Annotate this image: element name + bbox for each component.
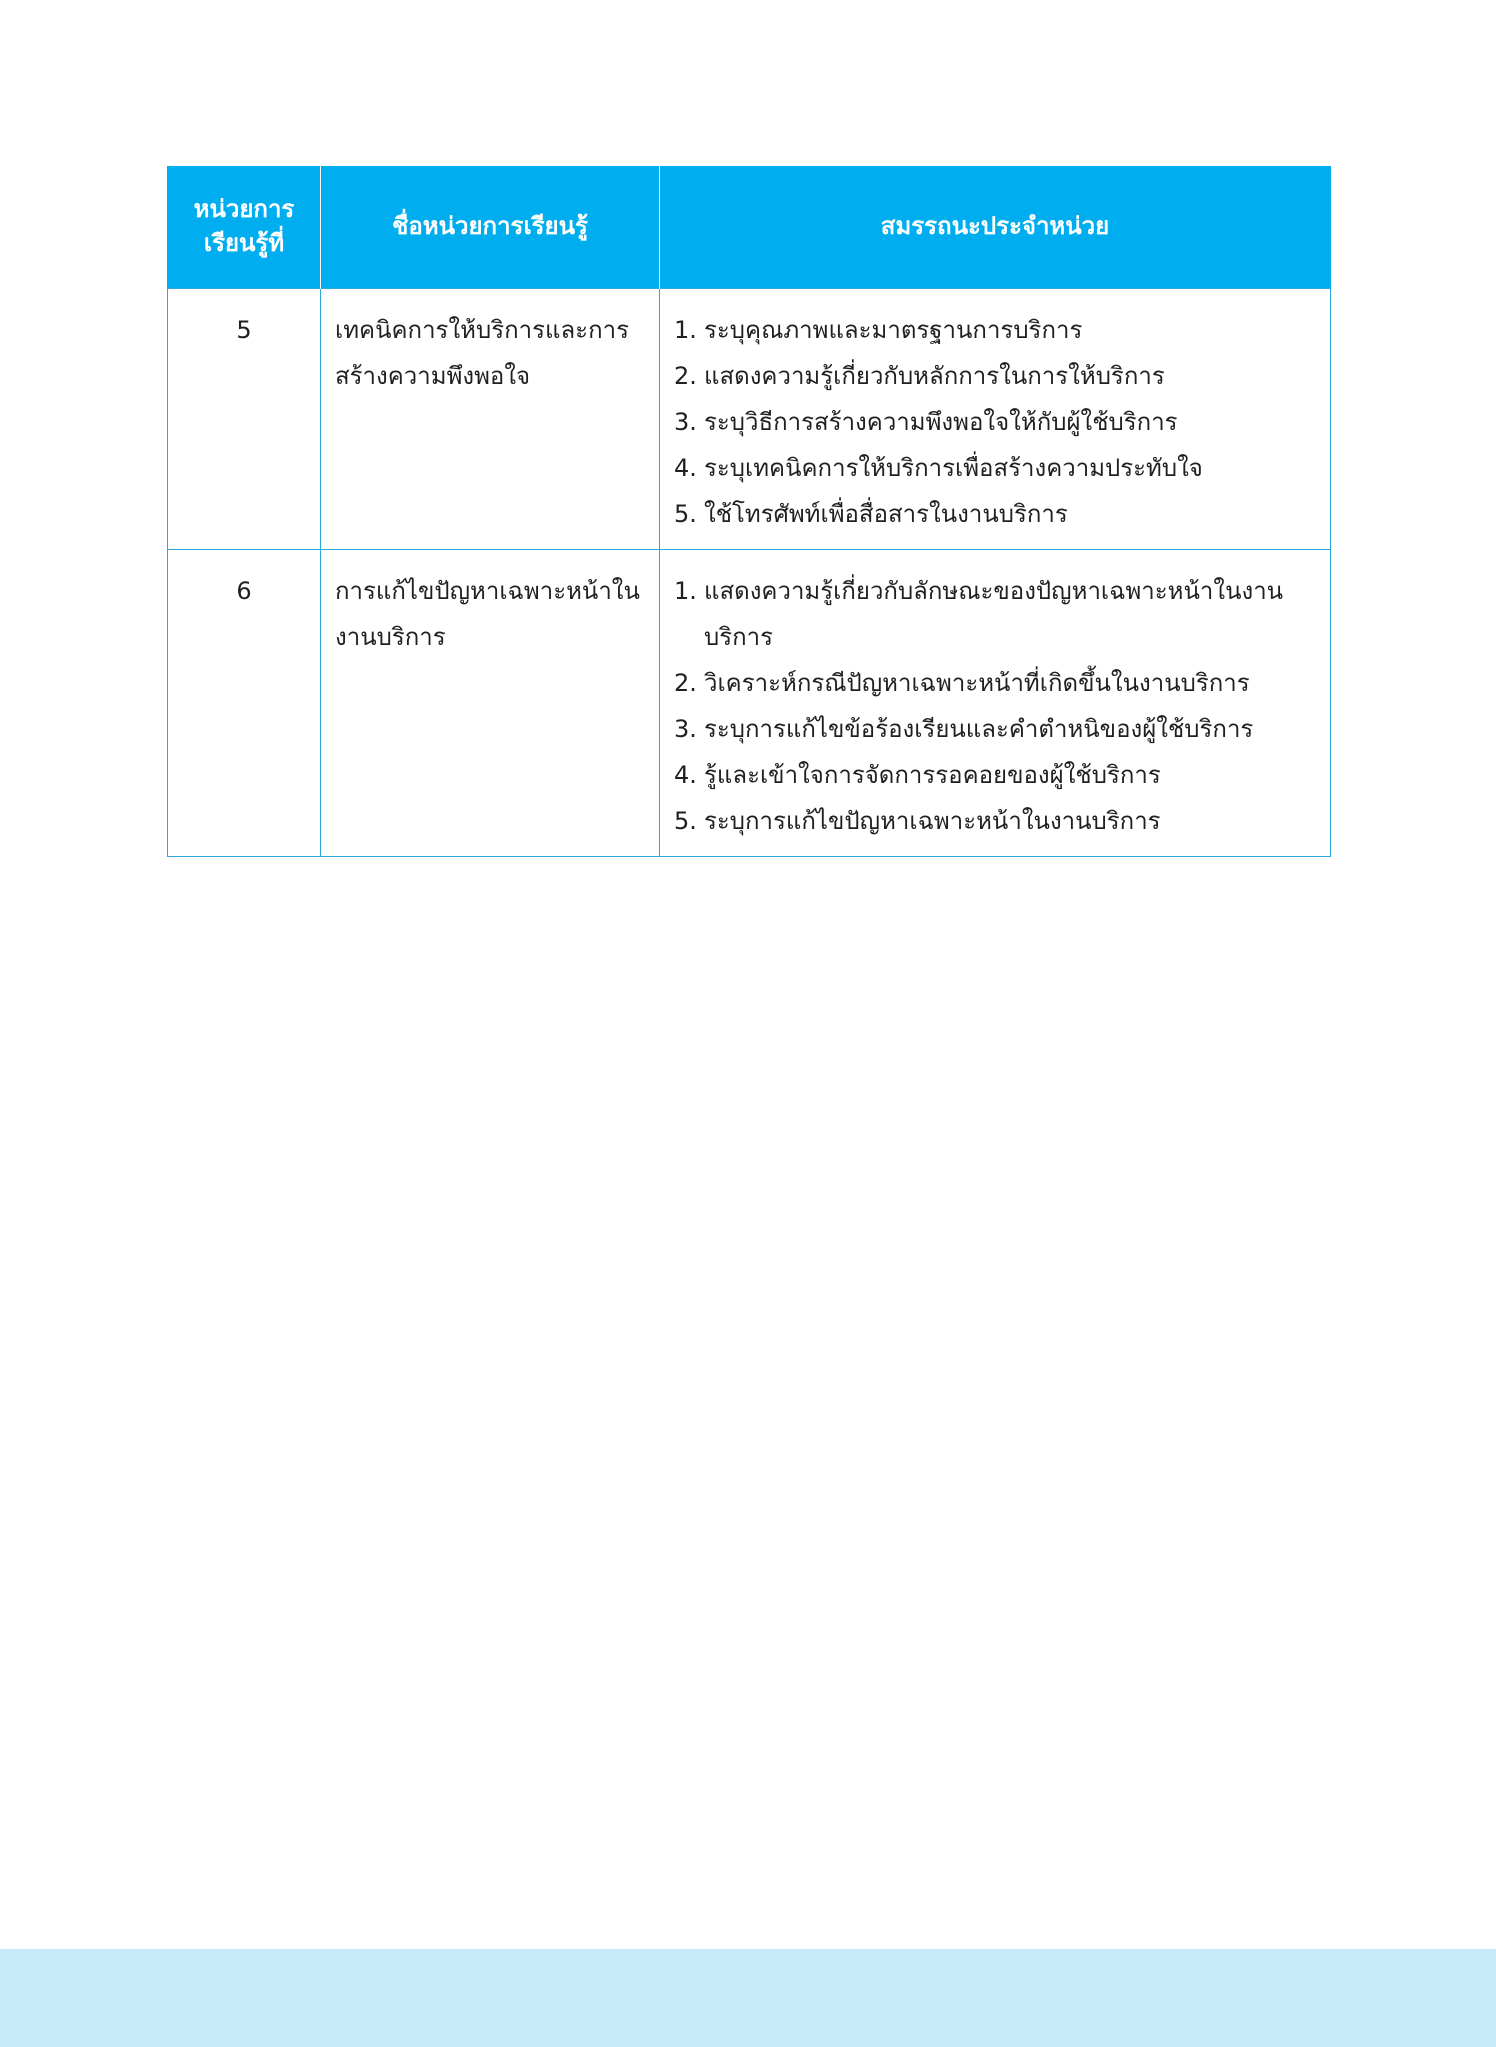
item-text: แสดงความรู้เกี่ยวกับหลักการในการให้บริการ bbox=[704, 362, 1165, 390]
unit-name-cell: การแก้ไขปัญหาเฉพาะหน้าในงานบริการ bbox=[321, 550, 660, 857]
competency-list bbox=[674, 307, 1316, 537]
item-number: 5. bbox=[674, 500, 697, 528]
list-item bbox=[674, 568, 1316, 660]
list-item bbox=[674, 706, 1316, 752]
list-item bbox=[674, 399, 1316, 445]
unit-competency-table bbox=[167, 166, 1331, 857]
item-number: 2. bbox=[674, 669, 697, 697]
list-item bbox=[674, 353, 1316, 399]
table-row bbox=[168, 289, 1331, 550]
item-text: รู้และเข้าใจการจัดการรอคอยของผู้ใช้บริการ bbox=[704, 761, 1161, 789]
list-item bbox=[674, 752, 1316, 798]
table-row bbox=[168, 550, 1331, 857]
item-number: 2. bbox=[674, 362, 697, 390]
item-text: ระบุเทคนิคการให้บริการเพื่อสร้างความประทับใจ bbox=[704, 454, 1203, 482]
item-number: 3. bbox=[674, 715, 697, 743]
list-item bbox=[674, 798, 1316, 844]
list-item bbox=[674, 491, 1316, 537]
competency-cell bbox=[660, 550, 1331, 857]
item-number: 4. bbox=[674, 454, 697, 482]
item-text: แสดงความรู้เกี่ยวกับลักษณะของปัญหาเฉพาะหน้าในงานบริการ bbox=[704, 577, 1284, 651]
item-text: ใช้โทรศัพท์เพื่อสื่อสารในงานบริการ bbox=[704, 500, 1068, 528]
list-item bbox=[674, 445, 1316, 491]
header-unit-name: ชื่อหน่วยการเรียนรู้ bbox=[321, 166, 660, 289]
header-competency: สมรรถนะประจำหน่วย bbox=[660, 166, 1331, 289]
footer-band bbox=[0, 1949, 1496, 2047]
table-header-row bbox=[168, 166, 1331, 289]
unit-name-cell: เทคนิคการให้บริการและการสร้างความพึงพอใจ bbox=[321, 289, 660, 550]
item-text: ระบุการแก้ไขข้อร้องเรียนและคำตำหนิของผู้ใช้บริการ bbox=[704, 715, 1254, 743]
unit-number-cell: 6 bbox=[168, 550, 321, 857]
list-item bbox=[674, 660, 1316, 706]
competency-list bbox=[674, 568, 1316, 844]
item-number: 3. bbox=[674, 408, 697, 436]
item-number: 5. bbox=[674, 807, 697, 835]
competency-cell bbox=[660, 289, 1331, 550]
list-item bbox=[674, 307, 1316, 353]
item-number: 1. bbox=[674, 316, 697, 344]
item-number: 1. bbox=[674, 577, 697, 605]
item-number: 4. bbox=[674, 761, 697, 789]
item-text: ระบุการแก้ไขปัญหาเฉพาะหน้าในงานบริการ bbox=[704, 807, 1161, 835]
item-text: วิเคราะห์กรณีปัญหาเฉพาะหน้าที่เกิดขึ้นในงานบริการ bbox=[704, 669, 1250, 697]
unit-number-cell: 5 bbox=[168, 289, 321, 550]
header-unit-number: หน่วยการเรียนรู้ที่ bbox=[168, 166, 321, 289]
item-text: ระบุวิธีการสร้างความพึงพอใจให้กับผู้ใช้บริการ bbox=[704, 408, 1178, 436]
item-text: ระบุคุณภาพและมาตรฐานการบริการ bbox=[704, 316, 1083, 344]
